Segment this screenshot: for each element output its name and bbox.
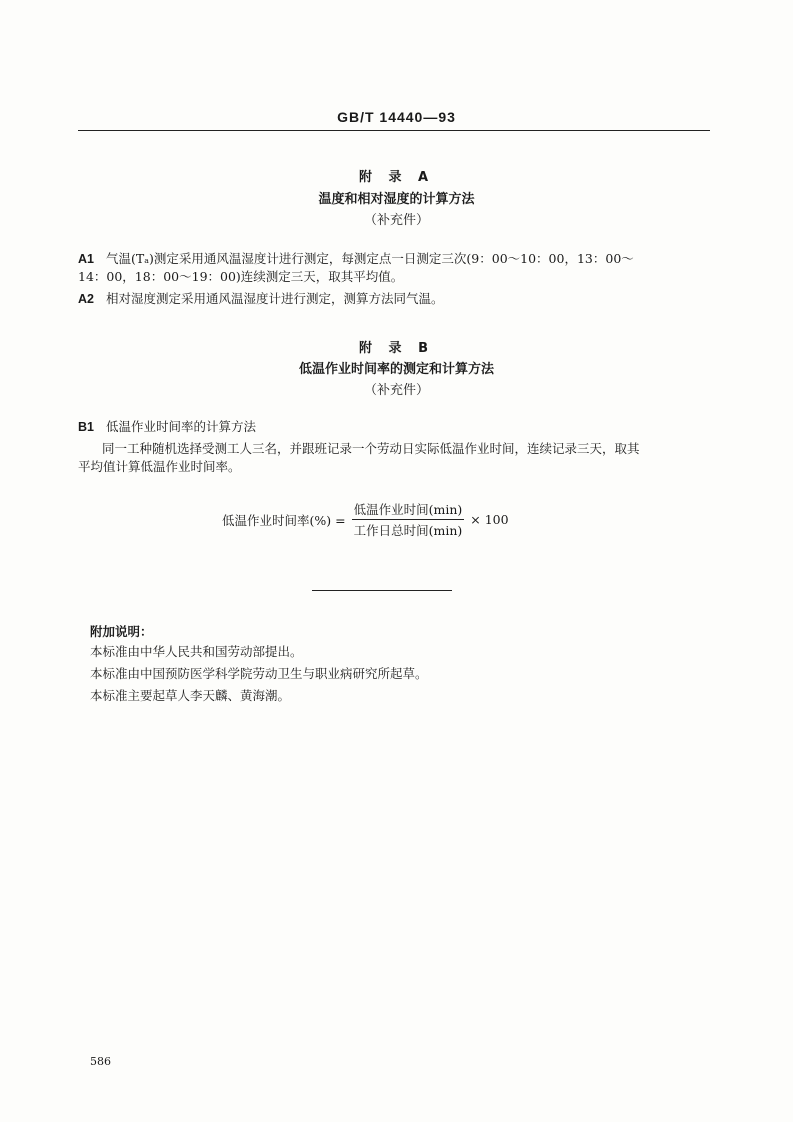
clause-a2-text: 相对湿度测定采用通风温湿度计进行测定，测算方法同气温。 <box>106 291 444 306</box>
appendix-b-name: 低温作业时间率的测定和计算方法 <box>298 362 494 377</box>
note-line-3: 本标准主要起草人李天麟、黄海潮。 <box>90 688 291 703</box>
appendix-b-note: （补充件） <box>363 383 429 398</box>
standard-code-header: GB/T 14440—93 <box>337 109 456 125</box>
clause-a2 <box>78 290 718 308</box>
clause-a2-label: A2 <box>78 292 94 306</box>
clause-b1-heading <box>78 418 718 436</box>
appendix-a-title: 附 录 A <box>358 170 435 185</box>
formula-lhs: 低温作业时间率(%) = <box>222 512 346 528</box>
clause-a1-line-2: 14：00，18：00～19：00)连续测定三天，取其平均值。 <box>78 269 404 284</box>
appendix-b-title: 附 录 B <box>359 341 434 356</box>
formula-numerator: 低温作业时间(min) <box>352 500 465 520</box>
clause-a1 <box>78 250 718 286</box>
clause-b1-label: B1 <box>78 420 94 434</box>
formula-multiplier: × 100 <box>470 512 509 527</box>
appendix-a-note: （补充件） <box>363 213 429 228</box>
clause-b1-line-1: 同一工种随机选择受测工人三名，并跟班记录一个劳动日实际低温作业时间，连续记录三天，取其 <box>102 441 640 456</box>
note-line-1: 本标准由中华人民共和国劳动部提出。 <box>90 644 303 659</box>
formula-denominator: 工作日总时间(min) <box>353 523 463 538</box>
header-rule <box>78 130 710 131</box>
formula-fraction <box>352 500 465 539</box>
time-rate-formula <box>222 500 509 539</box>
appendix-a-name: 温度和相对湿度的计算方法 <box>318 192 475 207</box>
clause-a1-line-1: 气温(Tₐ)测定采用通风温湿度计进行测定，每测定点一日测定三次(9：00～10：00，13：00～ <box>106 251 634 266</box>
clause-b1-title: 低温作业时间率的计算方法 <box>106 419 257 434</box>
clause-a1-label: A1 <box>78 252 94 266</box>
end-rule <box>312 590 452 591</box>
notes-title: 附加说明： <box>90 624 153 639</box>
note-line-2: 本标准由中国预防医学科学院劳动卫生与职业病研究所起草。 <box>90 666 428 681</box>
clause-b1-line-2: 平均值计算低温作业时间率。 <box>78 459 241 474</box>
page-number: 586 <box>90 1055 111 1068</box>
clause-b1-paragraph <box>78 440 718 476</box>
